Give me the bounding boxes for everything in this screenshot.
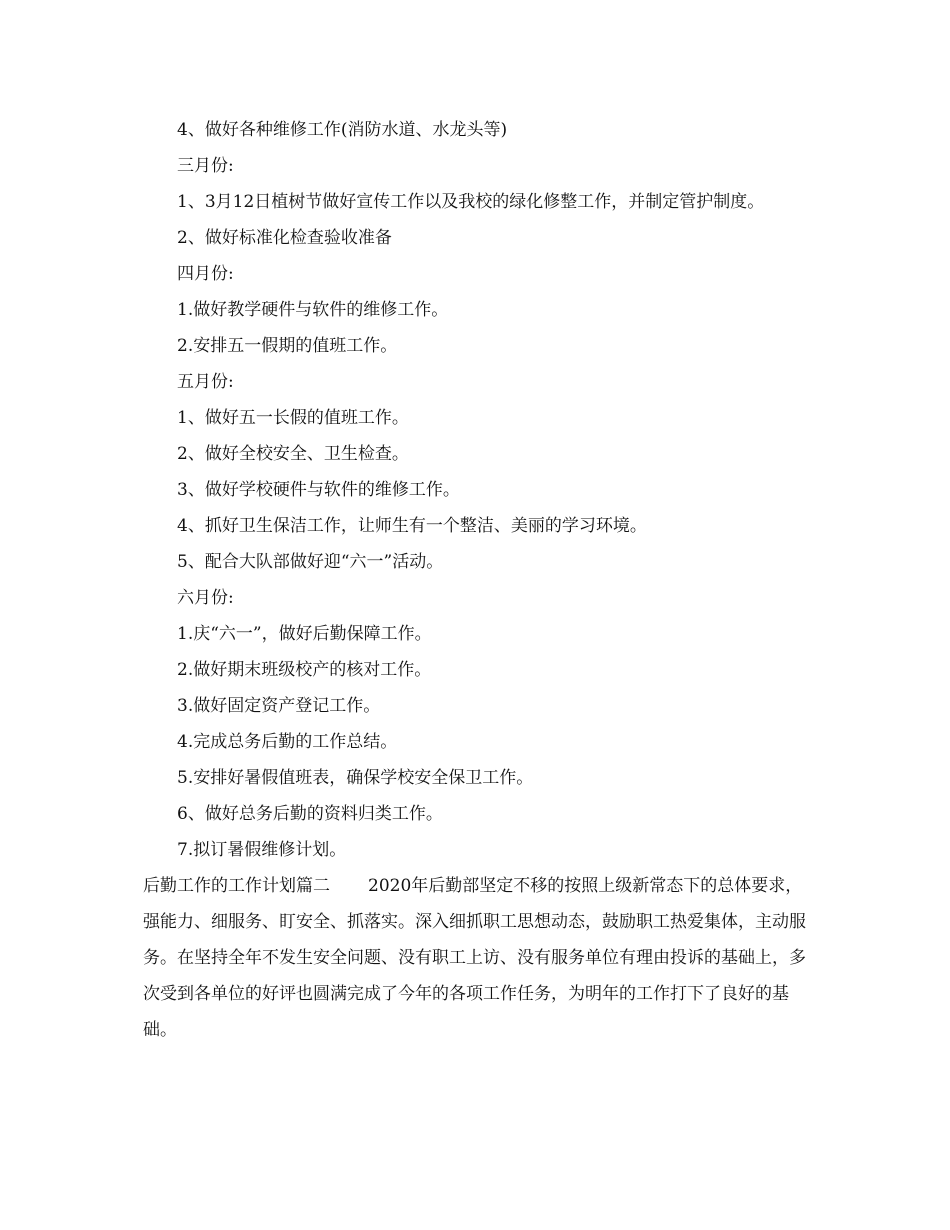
- section-2-heading: 后勤工作的工作计划篇二: [143, 876, 330, 896]
- section-2: [143, 868, 808, 1048]
- month-heading-may: 五月份:: [177, 372, 234, 392]
- text-line: 6、做好总务后勤的资料归类工作。: [177, 804, 443, 824]
- text-line: 3.做好固定资产登记工作。: [177, 696, 381, 716]
- section-2-body: 2020年后勤部坚定不移的按照上级新常态下的总体要求，强能力、细服务、盯安全、抓落实。深入细抓职工思想动态，鼓励职工热爱集体，主动服务。在坚持全年不发生安全问题、没有职工上访、没有服务单位有理由投诉的基础上，多次受到各单位的好评也圆满完成了今年的各项工作任务，为明年的工作打下了良好的基础。: [143, 876, 806, 1040]
- text-line: 1、做好五一长假的值班工作。: [177, 408, 409, 428]
- march-item-1: 1、3月12日植树节做好宣传工作以及我校的绿化修整工作，并制定管护制度。: [177, 192, 765, 212]
- text-line: 2.安排五一假期的值班工作。: [177, 336, 398, 356]
- month-heading-june: 六月份:: [177, 588, 234, 608]
- text-line: 1.做好教学硬件与软件的维修工作。: [177, 300, 449, 320]
- text-line: 5.安排好暑假值班表，确保学校安全保卫工作。: [177, 768, 534, 788]
- text-line: 1.庆“六一”，做好后勤保障工作。: [177, 624, 432, 644]
- text-line: 7.拟订暑假维修计划。: [177, 840, 347, 860]
- text-line: 4、做好各种维修工作(消防水道、水龙头等): [177, 120, 508, 140]
- text-line: 4、抓好卫生保洁工作，让师生有一个整洁、美丽的学习环境。: [177, 516, 647, 536]
- text-line: 4.完成总务后勤的工作总结。: [177, 732, 398, 752]
- text-line: 2、做好标准化检查验收准备: [177, 228, 392, 248]
- text-line: 3、做好学校硬件与软件的维修工作。: [177, 480, 460, 500]
- text-line: 5、配合大队部做好迎“六一”活动。: [177, 552, 444, 572]
- text-line: 2、做好全校安全、卫生检查。: [177, 444, 409, 464]
- document-page: [143, 112, 808, 1048]
- month-heading-april: 四月份:: [177, 264, 234, 284]
- text-line: 2.做好期末班级校产的核对工作。: [177, 660, 432, 680]
- month-heading-march: 三月份:: [177, 156, 234, 176]
